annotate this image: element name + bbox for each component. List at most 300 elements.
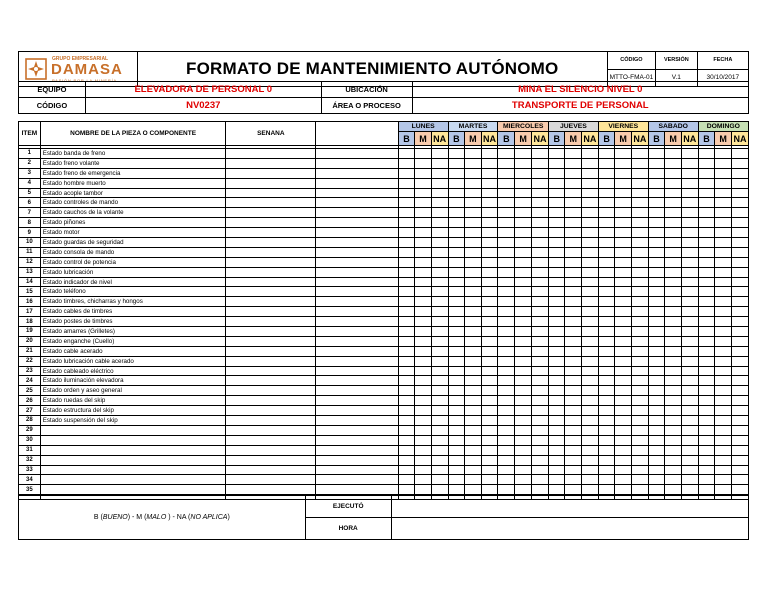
rating-check-cell[interactable] — [465, 396, 482, 406]
rating-check-cell[interactable] — [448, 158, 465, 168]
rating-check-cell[interactable] — [431, 277, 448, 287]
rating-check-cell[interactable] — [715, 218, 732, 228]
rating-check-cell[interactable] — [665, 158, 682, 168]
rating-check-cell[interactable] — [515, 475, 532, 485]
rating-check-cell[interactable] — [648, 168, 665, 178]
rating-check-cell[interactable] — [548, 158, 565, 168]
rating-check-cell[interactable] — [631, 158, 648, 168]
rating-check-cell[interactable] — [615, 406, 632, 416]
rating-check-cell[interactable] — [615, 327, 632, 337]
rating-check-cell[interactable] — [698, 218, 715, 228]
rating-check-cell[interactable] — [465, 406, 482, 416]
rating-check-cell[interactable] — [481, 406, 498, 416]
rating-check-cell[interactable] — [715, 188, 732, 198]
rating-check-cell[interactable] — [698, 327, 715, 337]
rating-check-cell[interactable] — [681, 307, 698, 317]
rating-check-cell[interactable] — [515, 208, 532, 218]
rating-check-cell[interactable] — [698, 485, 715, 495]
rating-check-cell[interactable] — [731, 465, 748, 475]
rating-check-cell[interactable] — [665, 396, 682, 406]
rating-check-cell[interactable] — [582, 376, 599, 386]
extra-cell[interactable] — [316, 277, 399, 287]
rating-check-cell[interactable] — [415, 228, 432, 238]
rating-check-cell[interactable] — [715, 198, 732, 208]
rating-check-cell[interactable] — [698, 455, 715, 465]
rating-check-cell[interactable] — [498, 267, 515, 277]
rating-check-cell[interactable] — [631, 168, 648, 178]
rating-check-cell[interactable] — [532, 267, 549, 277]
senana-cell[interactable] — [226, 158, 316, 168]
rating-check-cell[interactable] — [481, 396, 498, 406]
rating-check-cell[interactable] — [398, 465, 415, 475]
rating-check-cell[interactable] — [615, 168, 632, 178]
rating-check-cell[interactable] — [515, 287, 532, 297]
rating-check-cell[interactable] — [532, 158, 549, 168]
rating-check-cell[interactable] — [715, 257, 732, 267]
extra-cell[interactable] — [316, 485, 399, 495]
rating-check-cell[interactable] — [648, 178, 665, 188]
rating-check-cell[interactable] — [698, 416, 715, 426]
rating-check-cell[interactable] — [731, 208, 748, 218]
rating-check-cell[interactable] — [698, 158, 715, 168]
rating-check-cell[interactable] — [565, 376, 582, 386]
rating-check-cell[interactable] — [665, 376, 682, 386]
rating-check-cell[interactable] — [648, 327, 665, 337]
rating-check-cell[interactable] — [565, 465, 582, 475]
extra-cell[interactable] — [316, 346, 399, 356]
rating-check-cell[interactable] — [431, 198, 448, 208]
extra-cell[interactable] — [316, 238, 399, 248]
rating-check-cell[interactable] — [598, 386, 615, 396]
senana-cell[interactable] — [226, 277, 316, 287]
rating-check-cell[interactable] — [698, 475, 715, 485]
rating-check-cell[interactable] — [481, 287, 498, 297]
rating-check-cell[interactable] — [481, 307, 498, 317]
rating-check-cell[interactable] — [698, 435, 715, 445]
rating-check-cell[interactable] — [532, 406, 549, 416]
extra-cell[interactable] — [316, 297, 399, 307]
rating-check-cell[interactable] — [665, 257, 682, 267]
rating-check-cell[interactable] — [415, 168, 432, 178]
rating-check-cell[interactable] — [681, 475, 698, 485]
rating-check-cell[interactable] — [582, 297, 599, 307]
rating-check-cell[interactable] — [415, 149, 432, 159]
extra-cell[interactable] — [316, 376, 399, 386]
rating-check-cell[interactable] — [681, 158, 698, 168]
rating-check-cell[interactable] — [498, 327, 515, 337]
rating-check-cell[interactable] — [681, 267, 698, 277]
rating-check-cell[interactable] — [681, 396, 698, 406]
rating-check-cell[interactable] — [565, 425, 582, 435]
senana-cell[interactable] — [226, 485, 316, 495]
rating-check-cell[interactable] — [598, 267, 615, 277]
rating-check-cell[interactable] — [715, 307, 732, 317]
rating-check-cell[interactable] — [598, 376, 615, 386]
rating-check-cell[interactable] — [398, 267, 415, 277]
rating-check-cell[interactable] — [665, 198, 682, 208]
rating-check-cell[interactable] — [448, 366, 465, 376]
rating-check-cell[interactable] — [582, 485, 599, 495]
senana-cell[interactable] — [226, 257, 316, 267]
rating-check-cell[interactable] — [631, 435, 648, 445]
rating-check-cell[interactable] — [598, 485, 615, 495]
rating-check-cell[interactable] — [648, 267, 665, 277]
rating-check-cell[interactable] — [431, 267, 448, 277]
rating-check-cell[interactable] — [698, 465, 715, 475]
rating-check-cell[interactable] — [532, 386, 549, 396]
rating-check-cell[interactable] — [498, 425, 515, 435]
rating-check-cell[interactable] — [548, 317, 565, 327]
rating-check-cell[interactable] — [415, 386, 432, 396]
senana-cell[interactable] — [226, 475, 316, 485]
rating-check-cell[interactable] — [698, 208, 715, 218]
rating-check-cell[interactable] — [665, 346, 682, 356]
rating-check-cell[interactable] — [615, 366, 632, 376]
rating-check-cell[interactable] — [448, 336, 465, 346]
rating-check-cell[interactable] — [582, 238, 599, 248]
rating-check-cell[interactable] — [448, 297, 465, 307]
rating-check-cell[interactable] — [648, 386, 665, 396]
senana-cell[interactable] — [226, 356, 316, 366]
rating-check-cell[interactable] — [715, 317, 732, 327]
rating-check-cell[interactable] — [565, 277, 582, 287]
rating-check-cell[interactable] — [665, 336, 682, 346]
rating-check-cell[interactable] — [548, 346, 565, 356]
rating-check-cell[interactable] — [431, 455, 448, 465]
rating-check-cell[interactable] — [665, 267, 682, 277]
rating-check-cell[interactable] — [681, 425, 698, 435]
rating-check-cell[interactable] — [565, 455, 582, 465]
rating-check-cell[interactable] — [565, 208, 582, 218]
rating-check-cell[interactable] — [582, 465, 599, 475]
rating-check-cell[interactable] — [731, 396, 748, 406]
rating-check-cell[interactable] — [582, 435, 599, 445]
rating-check-cell[interactable] — [731, 366, 748, 376]
rating-check-cell[interactable] — [631, 346, 648, 356]
rating-check-cell[interactable] — [731, 425, 748, 435]
rating-check-cell[interactable] — [698, 425, 715, 435]
rating-check-cell[interactable] — [598, 416, 615, 426]
rating-check-cell[interactable] — [731, 257, 748, 267]
rating-check-cell[interactable] — [731, 198, 748, 208]
extra-cell[interactable] — [316, 218, 399, 228]
rating-check-cell[interactable] — [665, 238, 682, 248]
rating-check-cell[interactable] — [481, 386, 498, 396]
rating-check-cell[interactable] — [448, 307, 465, 317]
rating-check-cell[interactable] — [532, 168, 549, 178]
rating-check-cell[interactable] — [648, 317, 665, 327]
rating-check-cell[interactable] — [698, 247, 715, 257]
rating-check-cell[interactable] — [398, 386, 415, 396]
senana-cell[interactable] — [226, 346, 316, 356]
rating-check-cell[interactable] — [532, 218, 549, 228]
rating-check-cell[interactable] — [615, 218, 632, 228]
rating-check-cell[interactable] — [648, 228, 665, 238]
rating-check-cell[interactable] — [598, 287, 615, 297]
rating-check-cell[interactable] — [481, 445, 498, 455]
rating-check-cell[interactable] — [582, 307, 599, 317]
rating-check-cell[interactable] — [415, 277, 432, 287]
rating-check-cell[interactable] — [615, 149, 632, 159]
rating-check-cell[interactable] — [448, 238, 465, 248]
rating-check-cell[interactable] — [582, 455, 599, 465]
rating-check-cell[interactable] — [698, 238, 715, 248]
rating-check-cell[interactable] — [698, 297, 715, 307]
rating-check-cell[interactable] — [731, 317, 748, 327]
rating-check-cell[interactable] — [582, 277, 599, 287]
rating-check-cell[interactable] — [715, 297, 732, 307]
rating-check-cell[interactable] — [481, 356, 498, 366]
rating-check-cell[interactable] — [698, 356, 715, 366]
rating-check-cell[interactable] — [415, 257, 432, 267]
rating-check-cell[interactable] — [582, 346, 599, 356]
rating-check-cell[interactable] — [648, 198, 665, 208]
rating-check-cell[interactable] — [465, 287, 482, 297]
rating-check-cell[interactable] — [415, 218, 432, 228]
rating-check-cell[interactable] — [615, 376, 632, 386]
rating-check-cell[interactable] — [731, 297, 748, 307]
rating-check-cell[interactable] — [498, 168, 515, 178]
rating-check-cell[interactable] — [398, 416, 415, 426]
rating-check-cell[interactable] — [498, 386, 515, 396]
extra-cell[interactable] — [316, 455, 399, 465]
rating-check-cell[interactable] — [665, 356, 682, 366]
rating-check-cell[interactable] — [615, 267, 632, 277]
rating-check-cell[interactable] — [615, 396, 632, 406]
rating-check-cell[interactable] — [465, 158, 482, 168]
rating-check-cell[interactable] — [598, 327, 615, 337]
rating-check-cell[interactable] — [648, 307, 665, 317]
rating-check-cell[interactable] — [582, 218, 599, 228]
rating-check-cell[interactable] — [598, 356, 615, 366]
rating-check-cell[interactable] — [648, 247, 665, 257]
rating-check-cell[interactable] — [415, 267, 432, 277]
rating-check-cell[interactable] — [415, 336, 432, 346]
rating-check-cell[interactable] — [431, 158, 448, 168]
rating-check-cell[interactable] — [582, 425, 599, 435]
rating-check-cell[interactable] — [681, 366, 698, 376]
rating-check-cell[interactable] — [631, 307, 648, 317]
rating-check-cell[interactable] — [598, 475, 615, 485]
rating-check-cell[interactable] — [498, 336, 515, 346]
rating-check-cell[interactable] — [448, 198, 465, 208]
rating-check-cell[interactable] — [615, 178, 632, 188]
rating-check-cell[interactable] — [665, 485, 682, 495]
senana-cell[interactable] — [226, 188, 316, 198]
rating-check-cell[interactable] — [448, 475, 465, 485]
rating-check-cell[interactable] — [415, 317, 432, 327]
rating-check-cell[interactable] — [598, 396, 615, 406]
rating-check-cell[interactable] — [498, 297, 515, 307]
rating-check-cell[interactable] — [515, 336, 532, 346]
extra-cell[interactable] — [316, 178, 399, 188]
rating-check-cell[interactable] — [731, 168, 748, 178]
rating-check-cell[interactable] — [481, 485, 498, 495]
rating-check-cell[interactable] — [631, 445, 648, 455]
rating-check-cell[interactable] — [615, 485, 632, 495]
rating-check-cell[interactable] — [415, 297, 432, 307]
rating-check-cell[interactable] — [548, 336, 565, 346]
rating-check-cell[interactable] — [665, 366, 682, 376]
rating-check-cell[interactable] — [731, 475, 748, 485]
rating-check-cell[interactable] — [465, 168, 482, 178]
rating-check-cell[interactable] — [631, 228, 648, 238]
rating-check-cell[interactable] — [582, 396, 599, 406]
rating-check-cell[interactable] — [481, 376, 498, 386]
rating-check-cell[interactable] — [631, 188, 648, 198]
rating-check-cell[interactable] — [498, 445, 515, 455]
rating-check-cell[interactable] — [465, 366, 482, 376]
rating-check-cell[interactable] — [665, 228, 682, 238]
rating-check-cell[interactable] — [731, 277, 748, 287]
rating-check-cell[interactable] — [615, 386, 632, 396]
senana-cell[interactable] — [226, 416, 316, 426]
rating-check-cell[interactable] — [731, 356, 748, 366]
rating-check-cell[interactable] — [398, 218, 415, 228]
rating-check-cell[interactable] — [515, 198, 532, 208]
rating-check-cell[interactable] — [465, 297, 482, 307]
rating-check-cell[interactable] — [731, 406, 748, 416]
rating-check-cell[interactable] — [681, 317, 698, 327]
rating-check-cell[interactable] — [448, 149, 465, 159]
rating-check-cell[interactable] — [515, 238, 532, 248]
rating-check-cell[interactable] — [731, 247, 748, 257]
rating-check-cell[interactable] — [415, 366, 432, 376]
rating-check-cell[interactable] — [698, 149, 715, 159]
rating-check-cell[interactable] — [481, 416, 498, 426]
rating-check-cell[interactable] — [398, 396, 415, 406]
rating-check-cell[interactable] — [431, 188, 448, 198]
rating-check-cell[interactable] — [565, 366, 582, 376]
rating-check-cell[interactable] — [448, 425, 465, 435]
rating-check-cell[interactable] — [731, 287, 748, 297]
senana-cell[interactable] — [226, 228, 316, 238]
rating-check-cell[interactable] — [698, 307, 715, 317]
rating-check-cell[interactable] — [481, 208, 498, 218]
rating-check-cell[interactable] — [698, 168, 715, 178]
rating-check-cell[interactable] — [665, 465, 682, 475]
rating-check-cell[interactable] — [481, 366, 498, 376]
rating-check-cell[interactable] — [548, 188, 565, 198]
rating-check-cell[interactable] — [715, 435, 732, 445]
rating-check-cell[interactable] — [565, 485, 582, 495]
rating-check-cell[interactable] — [498, 346, 515, 356]
rating-check-cell[interactable] — [465, 416, 482, 426]
rating-check-cell[interactable] — [548, 475, 565, 485]
rating-check-cell[interactable] — [548, 168, 565, 178]
rating-check-cell[interactable] — [665, 455, 682, 465]
rating-check-cell[interactable] — [498, 356, 515, 366]
rating-check-cell[interactable] — [431, 336, 448, 346]
rating-check-cell[interactable] — [481, 198, 498, 208]
senana-cell[interactable] — [226, 376, 316, 386]
rating-check-cell[interactable] — [532, 445, 549, 455]
rating-check-cell[interactable] — [665, 327, 682, 337]
rating-check-cell[interactable] — [398, 485, 415, 495]
rating-check-cell[interactable] — [631, 267, 648, 277]
rating-check-cell[interactable] — [431, 485, 448, 495]
rating-check-cell[interactable] — [398, 455, 415, 465]
rating-check-cell[interactable] — [498, 485, 515, 495]
rating-check-cell[interactable] — [715, 158, 732, 168]
rating-check-cell[interactable] — [465, 376, 482, 386]
rating-check-cell[interactable] — [698, 406, 715, 416]
rating-check-cell[interactable] — [415, 188, 432, 198]
rating-check-cell[interactable] — [532, 485, 549, 495]
rating-check-cell[interactable] — [715, 277, 732, 287]
rating-check-cell[interactable] — [515, 178, 532, 188]
rating-check-cell[interactable] — [465, 149, 482, 159]
rating-check-cell[interactable] — [431, 178, 448, 188]
rating-check-cell[interactable] — [648, 416, 665, 426]
rating-check-cell[interactable] — [582, 445, 599, 455]
rating-check-cell[interactable] — [398, 406, 415, 416]
rating-check-cell[interactable] — [665, 178, 682, 188]
rating-check-cell[interactable] — [631, 425, 648, 435]
rating-check-cell[interactable] — [398, 297, 415, 307]
rating-check-cell[interactable] — [415, 356, 432, 366]
rating-check-cell[interactable] — [548, 386, 565, 396]
rating-check-cell[interactable] — [648, 188, 665, 198]
rating-check-cell[interactable] — [631, 297, 648, 307]
rating-check-cell[interactable] — [582, 198, 599, 208]
rating-check-cell[interactable] — [498, 208, 515, 218]
rating-check-cell[interactable] — [631, 218, 648, 228]
hora-field[interactable] — [391, 518, 748, 540]
rating-check-cell[interactable] — [648, 257, 665, 267]
rating-check-cell[interactable] — [548, 178, 565, 188]
rating-check-cell[interactable] — [665, 435, 682, 445]
extra-cell[interactable] — [316, 208, 399, 218]
extra-cell[interactable] — [316, 396, 399, 406]
rating-check-cell[interactable] — [481, 425, 498, 435]
rating-check-cell[interactable] — [498, 277, 515, 287]
rating-check-cell[interactable] — [681, 257, 698, 267]
rating-check-cell[interactable] — [631, 336, 648, 346]
rating-check-cell[interactable] — [498, 396, 515, 406]
rating-check-cell[interactable] — [532, 465, 549, 475]
rating-check-cell[interactable] — [631, 247, 648, 257]
rating-check-cell[interactable] — [648, 445, 665, 455]
rating-check-cell[interactable] — [582, 317, 599, 327]
senana-cell[interactable] — [226, 425, 316, 435]
senana-cell[interactable] — [226, 168, 316, 178]
rating-check-cell[interactable] — [731, 149, 748, 159]
rating-check-cell[interactable] — [715, 396, 732, 406]
rating-check-cell[interactable] — [532, 455, 549, 465]
rating-check-cell[interactable] — [465, 465, 482, 475]
rating-check-cell[interactable] — [698, 257, 715, 267]
rating-check-cell[interactable] — [515, 307, 532, 317]
rating-check-cell[interactable] — [398, 247, 415, 257]
rating-check-cell[interactable] — [715, 376, 732, 386]
rating-check-cell[interactable] — [631, 257, 648, 267]
rating-check-cell[interactable] — [448, 287, 465, 297]
rating-check-cell[interactable] — [681, 455, 698, 465]
rating-check-cell[interactable] — [398, 317, 415, 327]
rating-check-cell[interactable] — [631, 416, 648, 426]
extra-cell[interactable] — [316, 188, 399, 198]
rating-check-cell[interactable] — [715, 366, 732, 376]
rating-check-cell[interactable] — [565, 386, 582, 396]
rating-check-cell[interactable] — [515, 396, 532, 406]
rating-check-cell[interactable] — [648, 356, 665, 366]
rating-check-cell[interactable] — [398, 475, 415, 485]
rating-check-cell[interactable] — [431, 356, 448, 366]
rating-check-cell[interactable] — [481, 475, 498, 485]
rating-check-cell[interactable] — [465, 485, 482, 495]
senana-cell[interactable] — [226, 238, 316, 248]
